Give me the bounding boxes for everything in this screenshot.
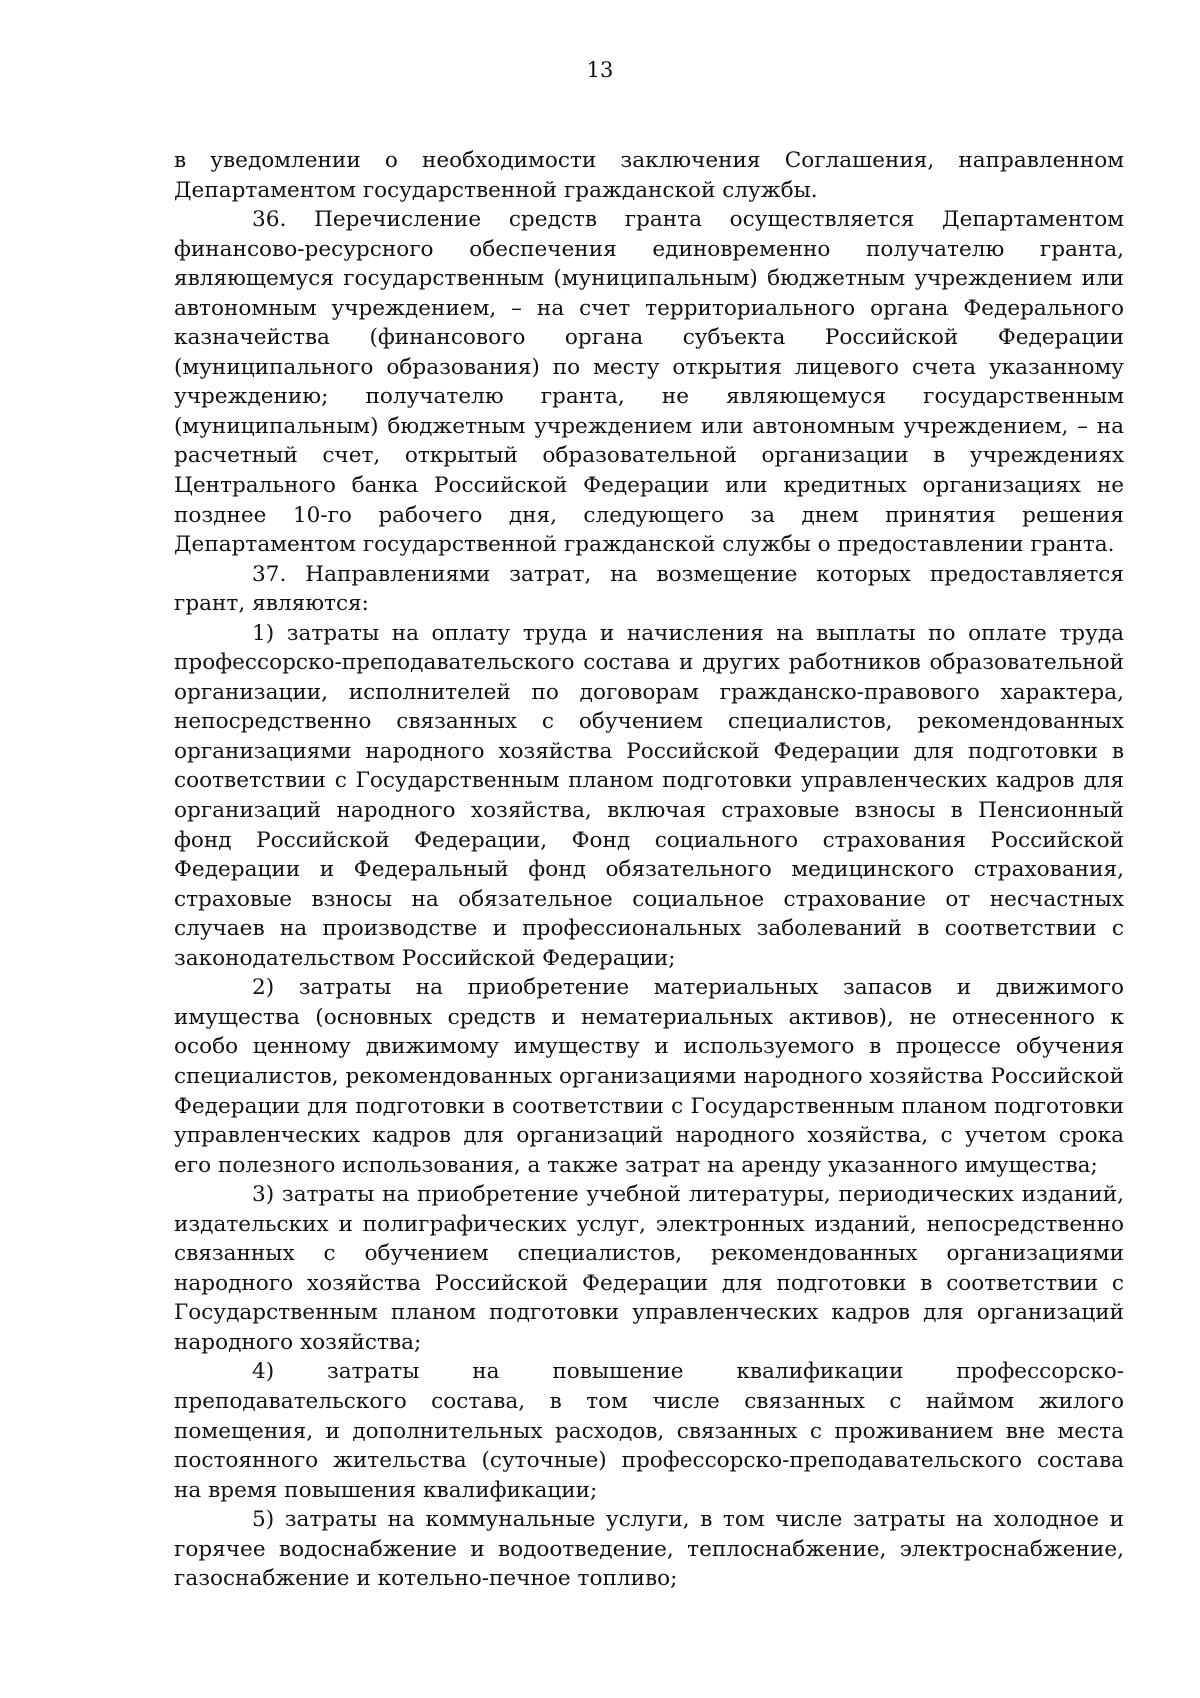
list-item-2-material-costs: 2) затраты на приобретение материальных запасов и движимого имущества (основных средств и нематериальных активов), не отнесенного к особо ценному движимому имуществу и используемого в процессе обучения специалистов, рекомендованных организациями народного хозяйства Российской Федерации для подготовки в соответствии с Государственным планом подготовки управленческих кадров для организаций народного хозяйства, с учетом срока его полезного использования, а также затрат на аренду указанного имущества;	[174, 975, 1124, 1178]
document-body	[174, 146, 1124, 1594]
paragraph-36-grant-transfer: 36. Перечисление средств гранта осуществляется Департаментом финансово-ресурсного обеспечения единовременно получателю гранта, являющемуся государственным (муниципальным) бюджетным учреждением или автономным учреждением, – на счет территориального органа Федерального казначейства (финансового органа субъекта Российской Федерации (муниципального образования) по месту открытия лицевого счета указанному учреждению; получателю гранта, не являющемуся государственным (муниципальным) бюджетным учреждением или автономным учреждением, – на расчетный счет, открытый образовательной организации в учреждениях Центрального банка Российской Федерации или кредитных организациях не позднее 10-го рабочего дня, следующего за днем принятия решения Департаментом государственной гражданской службы о предоставлении гранта.	[174, 207, 1124, 558]
list-item-5-utility-costs: 5) затраты на коммунальные услуги, в том числе затраты на холодное и горячее водоснабжение и водоотведение, теплоснабжение, электроснабжение, газоснабжение и котельно-печное топливо;	[174, 1507, 1124, 1592]
paragraph-37-cost-directions: 37. Направлениями затрат, на возмещение которых предоставляется грант, являются:	[174, 561, 1124, 617]
paragraph-continuation: в уведомлении о необходимости заключения Соглашения, направленном Департаментом государственной гражданской службы.	[174, 148, 1124, 203]
list-item-1-labor-costs: 1) затраты на оплату труда и начисления на выплаты по оплате труда профессорско-преподавательского состава и других работников образовательной организации, исполнителей по договорам гражданско-правового характера, непосредственно связанных с обучением специалистов, рекомендованных организациями народного хозяйства Российской Федерации для подготовки в соответствии с Государственным планом подготовки управленческих кадров для организаций народного хозяйства, включая страховые взносы в Пенсионный фонд Российской Федерации, Фонд социального страхования Российской Федерации и Федеральный фонд обязательного медицинского страхования, страховые взносы на обязательное социальное страхование от несчастных случаев на производстве и профессиональных заболеваний в соответствии с законодательством Российской Федерации;	[174, 620, 1124, 971]
list-item-4-qualification-costs: 4) затраты на повышение квалификации профессорско-преподавательского состава, в том числе связанных с наймом жилого помещения, и дополнительных расходов, связанных с проживанием вне места постоянного жительства (суточные) профессорско-преподавательского состава на время повышения квалификации;	[174, 1359, 1124, 1503]
page-number: 13	[586, 58, 614, 82]
list-item-3-literature-costs: 3) затраты на приобретение учебной литературы, периодических изданий, издательских и полиграфических услуг, электронных изданий, непосредственно связанных с обучением специалистов, рекомендованных организациями народного хозяйства Российской Федерации для подготовки в соответствии с Государственным планом подготовки управленческих кадров для организаций народного хозяйства;	[174, 1182, 1124, 1355]
